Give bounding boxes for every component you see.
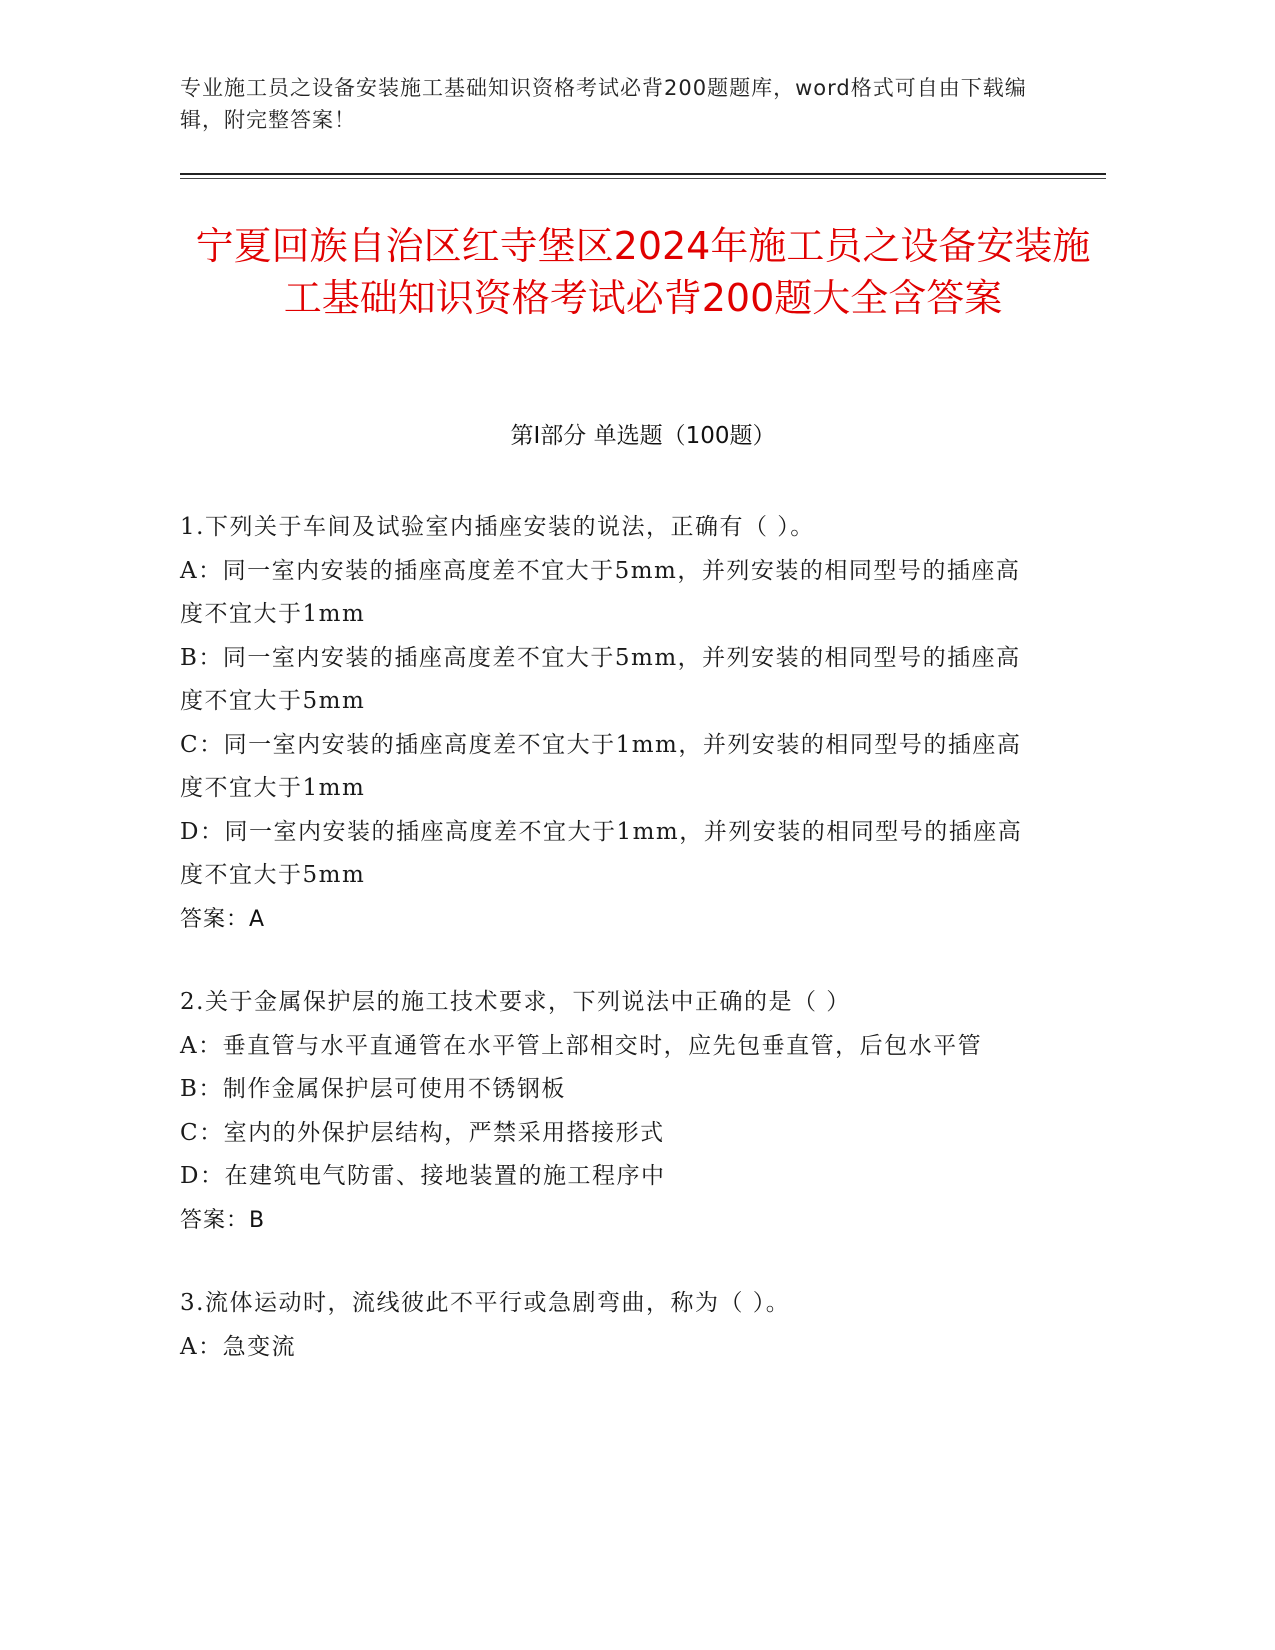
option-a: A：同一室内安装的插座高度差不宜大于5mm，并列安装的相同型号的插座高度不宜大于1mm bbox=[180, 557, 1021, 627]
section-heading: 第Ⅰ部分 单选题（100题） bbox=[510, 423, 776, 449]
option-a: A：垂直管与水平直通管在水平管上部相交时，应先包垂直管，后包水平管 bbox=[180, 1032, 983, 1059]
question-3 bbox=[180, 1282, 1040, 1369]
option-d: D：在建筑电气防雷、接地装置的施工程序中 bbox=[180, 1163, 666, 1189]
question-list bbox=[180, 506, 1040, 1409]
option-c: C：室内的外保护层结构，严禁采用搭接形式 bbox=[180, 1119, 665, 1146]
option-b: B：制作金属保护层可使用不锈钢板 bbox=[180, 1076, 566, 1102]
header-rule-thin bbox=[180, 178, 1106, 179]
header-note: 专业施工员之设备安装施工基础知识资格考试必背200题题库，word格式可自由下载编辑，附完整答案！ bbox=[180, 76, 1027, 132]
option-b: B：同一室内安装的插座高度差不宜大于5mm，并列安装的相同型号的插座高度不宜大于5mm bbox=[180, 644, 1021, 714]
option-a: A：急变流 bbox=[180, 1333, 297, 1360]
option-d: D：同一室内安装的插座高度差不宜大于1mm，并列安装的相同型号的插座高度不宜大于5mm bbox=[180, 818, 1023, 888]
question-stem: 2.关于金属保护层的施工技术要求，下列说法中正确的是（ ） bbox=[180, 989, 851, 1015]
question-1 bbox=[180, 506, 1040, 941]
header-rule-thick bbox=[180, 173, 1106, 175]
question-2 bbox=[180, 981, 1040, 1242]
document-title: 宁夏回族自治区红寺堡区2024年施工员之设备安装施工基础知识资格考试必背200题大全含答案 bbox=[195, 224, 1091, 320]
question-stem: 3.流体运动时，流线彼此不平行或急剧弯曲，称为（ ）。 bbox=[180, 1290, 791, 1316]
option-c: C：同一室内安装的插座高度差不宜大于1mm，并列安装的相同型号的插座高度不宜大于1mm bbox=[180, 731, 1022, 801]
answer-label: 答案：B bbox=[180, 1207, 266, 1233]
answer-label: 答案：A bbox=[180, 906, 266, 932]
question-stem: 1.下列关于车间及试验室内插座安装的说法，正确有（ ）。 bbox=[180, 514, 815, 540]
